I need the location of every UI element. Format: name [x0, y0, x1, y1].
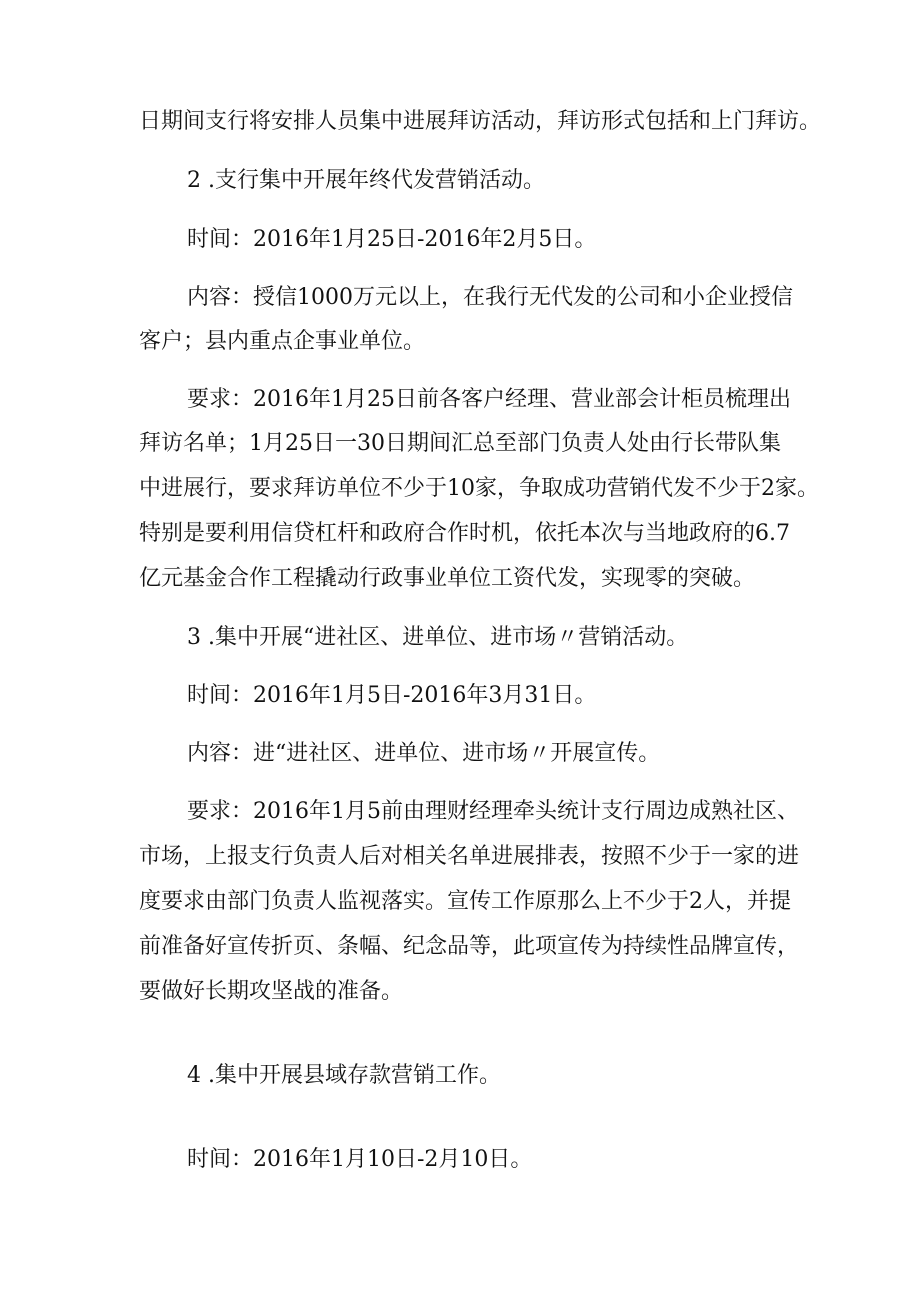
section-2-content-cont: 客户；县内重点企事业单位。: [139, 329, 426, 354]
section-2-requirement-cont: 亿元基金合作工程撬动行政事业单位工资代发，实现零的突破。: [139, 566, 756, 591]
section-3-requirement: 要求：2016年1月5前由理财经理牵头统计支行周边成熟社区、: [187, 799, 799, 824]
section-2-requirement: 要求：2016年1月25日前各客户经理、营业部会计柜员梳理出: [187, 387, 791, 412]
section-3-requirement-cont: 前准备好宣传折页、条幅、纪念品等，此项宣传为持续性品牌宣传，: [139, 934, 800, 959]
section-3-requirement-cont: 要做好长期攻坚战的准备。: [139, 979, 404, 1004]
section-heading-4: 4 .集中开展县域存款营销工作。: [187, 1063, 501, 1088]
section-3-time: 时间：2016年1月5日-2016年3月31日。: [187, 683, 597, 708]
section-2-content: 内容：授信1000万元以上，在我行无代发的公司和小企业授信: [187, 285, 793, 310]
section-2-time: 时间：2016年1月25日-2016年2月5日。: [187, 227, 597, 252]
section-3-requirement-cont: 市场，上报支行负责人后对相关名单进展排表，按照不少于一家的进: [139, 844, 800, 869]
section-3-requirement-cont: 度要求由部门负责人监视落实。宣传工作原那么上不少于2人，并提: [139, 889, 791, 914]
section-2-requirement-cont: 中进展行，要求拜访单位不少于10家，争取成功营销代发不少于2家。: [139, 476, 819, 501]
section-3-content: 内容：进“进社区、进单位、进市场〃开展宣传。: [187, 741, 661, 766]
section-2-requirement-cont: 特别是要利用信贷杠杆和政府合作时机，依托本次与当地政府的6.7: [139, 521, 790, 546]
section-heading-3: 3 .集中开展“进社区、进单位、进市场〃营销活动。: [187, 625, 689, 650]
section-4-time: 时间：2016年1月10日-2月10日。: [187, 1147, 533, 1172]
paragraph-line: 日期间支行将安排人员集中进展拜访活动，拜访形式包括和上门拜访。: [139, 109, 822, 134]
section-2-requirement-cont: 拜访名单；1月25日一30日期间汇总至部门负责人处由行长带队集: [139, 431, 781, 456]
section-heading-2: 2 .支行集中开展年终代发营销活动。: [187, 168, 545, 193]
